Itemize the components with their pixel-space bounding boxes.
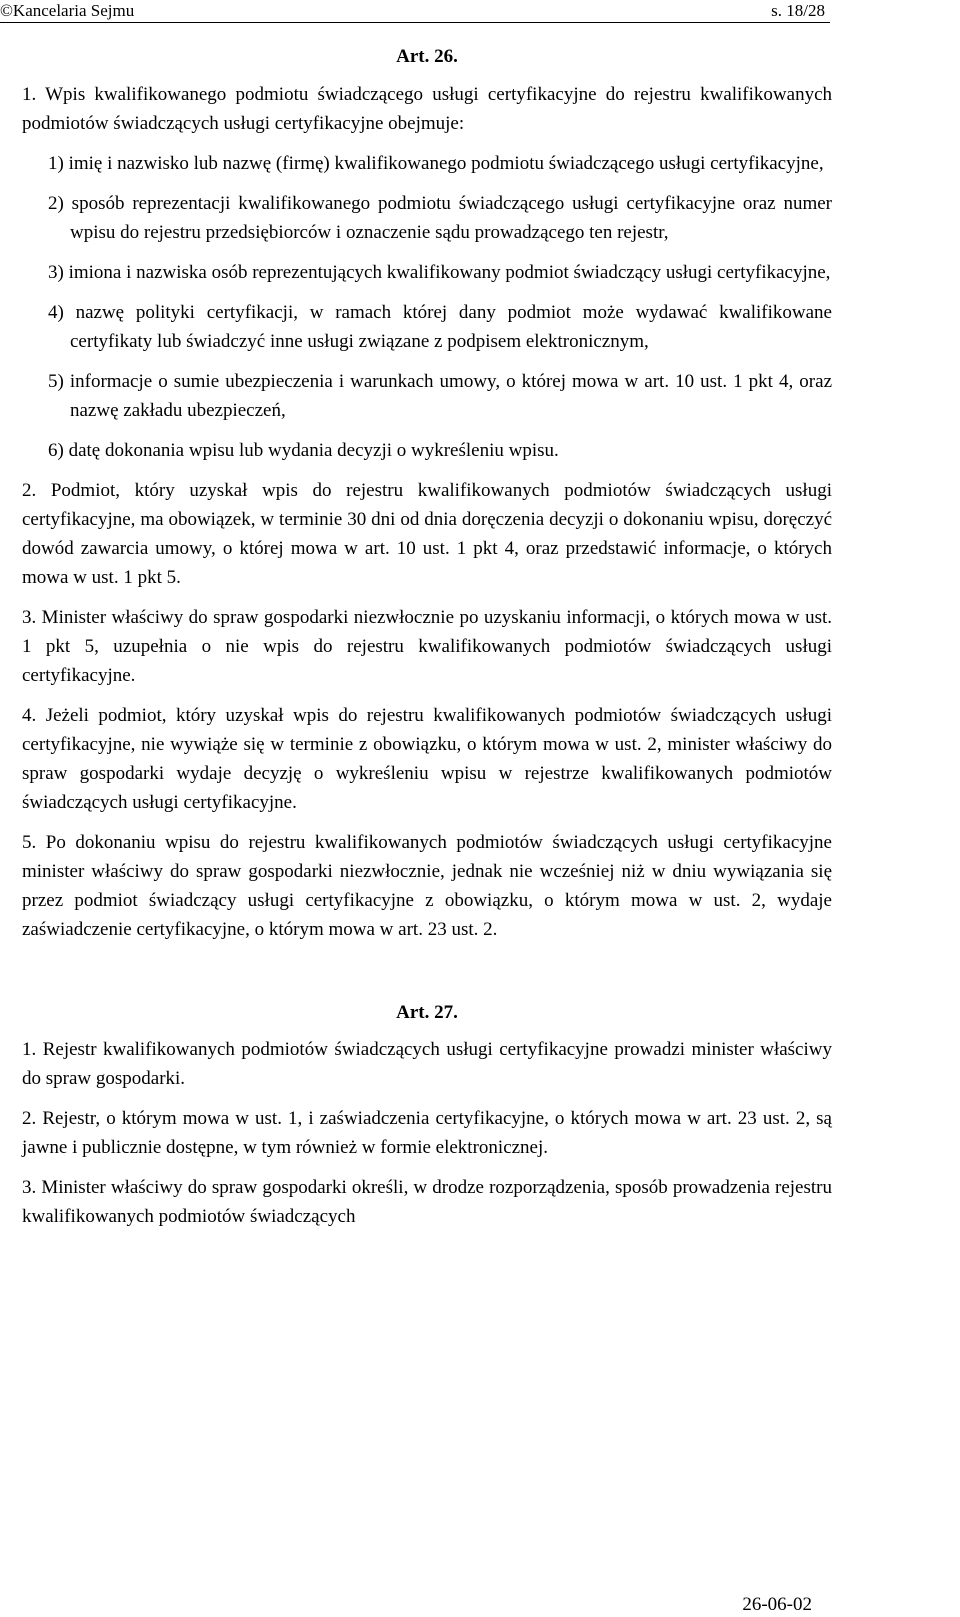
- art27-paragraph-1: 1. Rejestr kwalifikowanych podmiotów świadczących usługi certyfikacyjne prowadzi minister właściwy do spraw gospodarki.: [22, 1039, 832, 1089]
- publisher-header: ©Kancelaria Sejmu: [0, 1, 135, 20]
- art26-paragraph-4: 4. Jeżeli podmiot, który uzyskał wpis do rejestru kwalifikowanych podmiotów świadczących usługi certyfikacyjne, nie wywiąże się w terminie z obowiązku, o którym mowa w ust. 2, minister właściwy do spraw gospodarki wydaje decyzję o wykreśleniu wpisu w rejestrze kwalifikowanych podmiotów świadczących usługi certyfikacyjne.: [22, 705, 832, 813]
- page-number: s. 18/28: [771, 1, 825, 20]
- art26-paragraph-3: 3. Minister właściwy do spraw gospodarki niezwłocznie po uzyskaniu informacji, o których mowa w ust. 1 pkt 5, uzupełnia o nie wpis do rejestru kwalifikowanych podmiotów świadczących usługi certyfikacyjne.: [22, 607, 832, 686]
- art26-paragraph-1-intro: 1. Wpis kwalifikowanego podmiotu świadczącego usługi certyfikacyjne do rejestru kwalifikowanych podmiotów świadczących usługi certyfikacyjne obejmuje:: [22, 84, 832, 134]
- art26-item-3: 3) imiona i nazwiska osób reprezentujących kwalifikowany podmiot świadczący usługi certyfikacyjne,: [48, 262, 831, 283]
- article-26-title: Art. 26.: [396, 46, 458, 67]
- art26-paragraph-5: 5. Po dokonaniu wpisu do rejestru kwalifikowanych podmiotów świadczących usługi certyfikacyjne minister właściwy do spraw gospodarki niezwłocznie, jednak nie wcześniej niż w dniu wywiązania się przez podmiot świadczący usługi certyfikacyjne z obowiązku, o którym mowa w ust. 2, wydaje zaświadczenie certyfikacyjne, o którym mowa w art. 23 ust. 2.: [22, 832, 832, 940]
- document-body: [22, 42, 832, 1231]
- art26-item-4: 4) nazwę polityki certyfikacji, w ramach której dany podmiot może wydawać kwalifikowane certyfikaty lub świadczyć inne usługi związane z podpisem elektronicznym,: [48, 302, 832, 352]
- art27-paragraph-3: 3. Minister właściwy do spraw gospodarki określi, w drodze rozporządzenia, sposób prowadzenia rejestru kwalifikowanych podmiotów świadczących: [22, 1177, 832, 1227]
- header-divider: [0, 22, 830, 23]
- art26-item-6: 6) datę dokonania wpisu lub wydania decyzji o wykreśleniu wpisu.: [48, 440, 559, 461]
- art26-paragraph-2: 2. Podmiot, który uzyskał wpis do rejestru kwalifikowanych podmiotów świadczących usługi certyfikacyjne, ma obowiązek, w terminie 30 dni od dnia doręczenia decyzji o dokonaniu wpisu, doręczyć dowód zawarcia umowy, o której mowa w art. 10 ust. 1 pkt 4, oraz przedstawić informacje, o których mowa w ust. 1 pkt 5.: [22, 480, 832, 588]
- document-date-footer: 26-06-02: [742, 1594, 812, 1615]
- art26-item-1: 1) imię i nazwisko lub nazwę (firmę) kwalifikowanego podmiotu świadczącego usługi certyfikacyjne,: [48, 153, 824, 174]
- art26-item-5: 5) informacje o sumie ubezpieczenia i warunkach umowy, o której mowa w art. 10 ust. 1 pkt 4, oraz nazwę zakładu ubezpieczeń,: [48, 371, 832, 421]
- art26-item-2: 2) sposób reprezentacji kwalifikowanego podmiotu świadczącego usługi certyfikacyjne oraz numer wpisu do rejestru przedsiębiorców i oznaczenie sądu prowadzącego ten rejestr,: [48, 193, 832, 243]
- art27-paragraph-2: 2. Rejestr, o którym mowa w ust. 1, i zaświadczenia certyfikacyjne, o których mowa w art. 23 ust. 2, są jawne i publicznie dostępne, w tym również w formie elektronicznej.: [22, 1108, 832, 1158]
- article-27-title: Art. 27.: [396, 1002, 458, 1023]
